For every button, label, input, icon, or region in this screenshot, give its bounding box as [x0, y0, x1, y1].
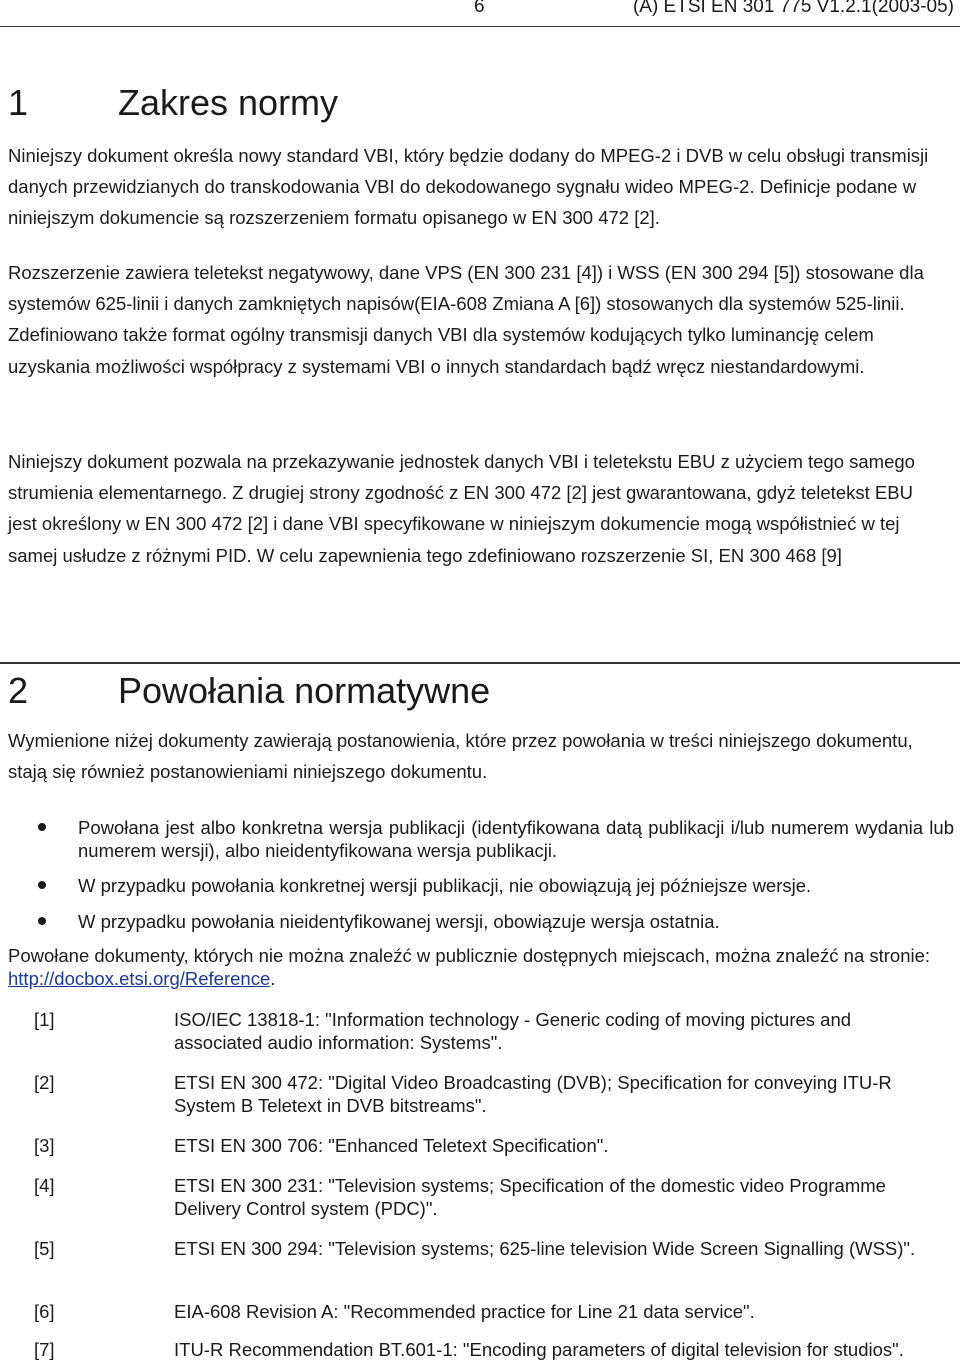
reference-number: [3]	[34, 1135, 55, 1156]
reference-link[interactable]: http://docbox.etsi.org/Reference	[8, 968, 271, 989]
header-divider	[0, 26, 960, 27]
reference-text: ISO/IEC 13818-1: "Information technology - Generic coding of moving pictures and associated audio information: Systems".	[174, 1009, 852, 1053]
section-title: Powołania normatywne	[118, 670, 491, 711]
reference-number: [7]	[34, 1339, 55, 1360]
section-1-paragraph-1: Niniejszy dokument określa nowy standard VBI, który będzie dodany do MPEG-2 i DVB w celu obsługi transmisji danych przewidzianych do transkodowania VBI do dekodowanego sygnału wideo MPEG-2. Definicje podane w niniejszym dokumencie są rozszerzeniem formatu opisanego w EN 300 472 [2].	[8, 145, 929, 229]
bullet-icon	[38, 823, 46, 831]
section-1-heading	[8, 82, 338, 124]
page-header	[0, 0, 960, 26]
reference-text: ETSI EN 300 294: "Television systems; 625-line television Wide Screen Signalling (WSS)".	[174, 1238, 916, 1259]
section-title: Zakres normy	[118, 82, 339, 123]
reference-number: [6]	[34, 1301, 55, 1322]
availability-end: .	[270, 968, 276, 989]
reference-number: [1]	[34, 1009, 55, 1030]
reference-number: [4]	[34, 1175, 55, 1196]
reference-text: ETSI EN 300 706: "Enhanced Teletext Specification".	[174, 1135, 609, 1156]
availability-text: Powołane dokumenty, których nie można znaleźć w publicznie dostępnych miejscach, można znaleźć na stronie:	[8, 945, 931, 966]
section-number: 2	[8, 670, 29, 711]
page-number: 6	[474, 0, 485, 17]
section-2-heading	[8, 670, 490, 712]
bullet-text: W przypadku powołania nieidentyfikowanej wersji, obowiązuje wersja ostatnia.	[78, 911, 720, 932]
reference-text: ETSI EN 300 472: "Digital Video Broadcasting (DVB); Specification for conveying ITU-R System B Teletext in DVB bitstreams".	[174, 1072, 892, 1116]
reference-number: [2]	[34, 1072, 55, 1093]
bullet-icon	[38, 881, 46, 889]
bullet-icon	[38, 917, 46, 925]
bullet-text: W przypadku powołania konkretnej wersji publikacji, nie obowiązują jej późniejsze wersje.	[78, 875, 812, 896]
section-number: 1	[8, 82, 29, 123]
document-reference: (A) ETSI EN 301 775 V1.2.1(2003-05)	[632, 0, 954, 17]
bullet-text: Powołana jest albo konkretna wersja publikacji (identyfikowana datą publikacji i/lub numerem wydania lub numerem wersji), albo nieidentyfikowana wersja publikacji.	[78, 817, 954, 861]
section-1-paragraph-3: Niniejszy dokument pozwala na przekazywanie jednostek danych VBI i teletekstu EBU z użyciem tego samego strumienia elementarnego. Z drugiej strony zgodność z EN 300 472 [2] jest gwarantowana, gdyż teletekst EBU jest określony w EN 300 472 [2] i dane VBI specyfikowane w niniejszym dokumencie mogą współistnieć w tej samej usłudze z różnymi PID. W celu zapewnienia tego zdefiniowano rozszerzenie SI, EN 300 468 [9]	[8, 451, 915, 566]
reference-number: [5]	[34, 1238, 55, 1259]
reference-text: EIA-608 Revision A: "Recommended practice for Line 21 data service".	[174, 1301, 755, 1322]
reference-text: ETSI EN 300 231: "Television systems; Specification of the domestic video Programme Delivery Control system (PDC)".	[174, 1175, 886, 1219]
section-2-intro: Wymienione niżej dokumenty zawierają postanowienia, które przez powołania w treści niniejszego dokumentu, stają się również postanowieniami niniejszego dokumentu.	[8, 730, 913, 783]
section-1-paragraph-2: Rozszerzenie zawiera teletekst negatywowy, dane VPS (EN 300 231 [4]) i WSS (EN 300 294 [5]) stosowane dla systemów 625-linii i danych zamkniętych napisów(EIA-608 Zmiana A [6]) stosowanych dla systemów 525-linii. Zdefiniowano także format ogólny transmisji danych VBI dla systemów kodujących tylko luminancję celem uzyskania możliwości współpracy z systemami VBI o innych standardach bądź wręcz niestandardowymi.	[8, 262, 924, 377]
availability-note	[8, 944, 948, 990]
reference-text: ITU-R Recommendation BT.601-1: "Encoding parameters of digital television for studios".	[174, 1339, 904, 1360]
section-divider	[0, 662, 960, 664]
